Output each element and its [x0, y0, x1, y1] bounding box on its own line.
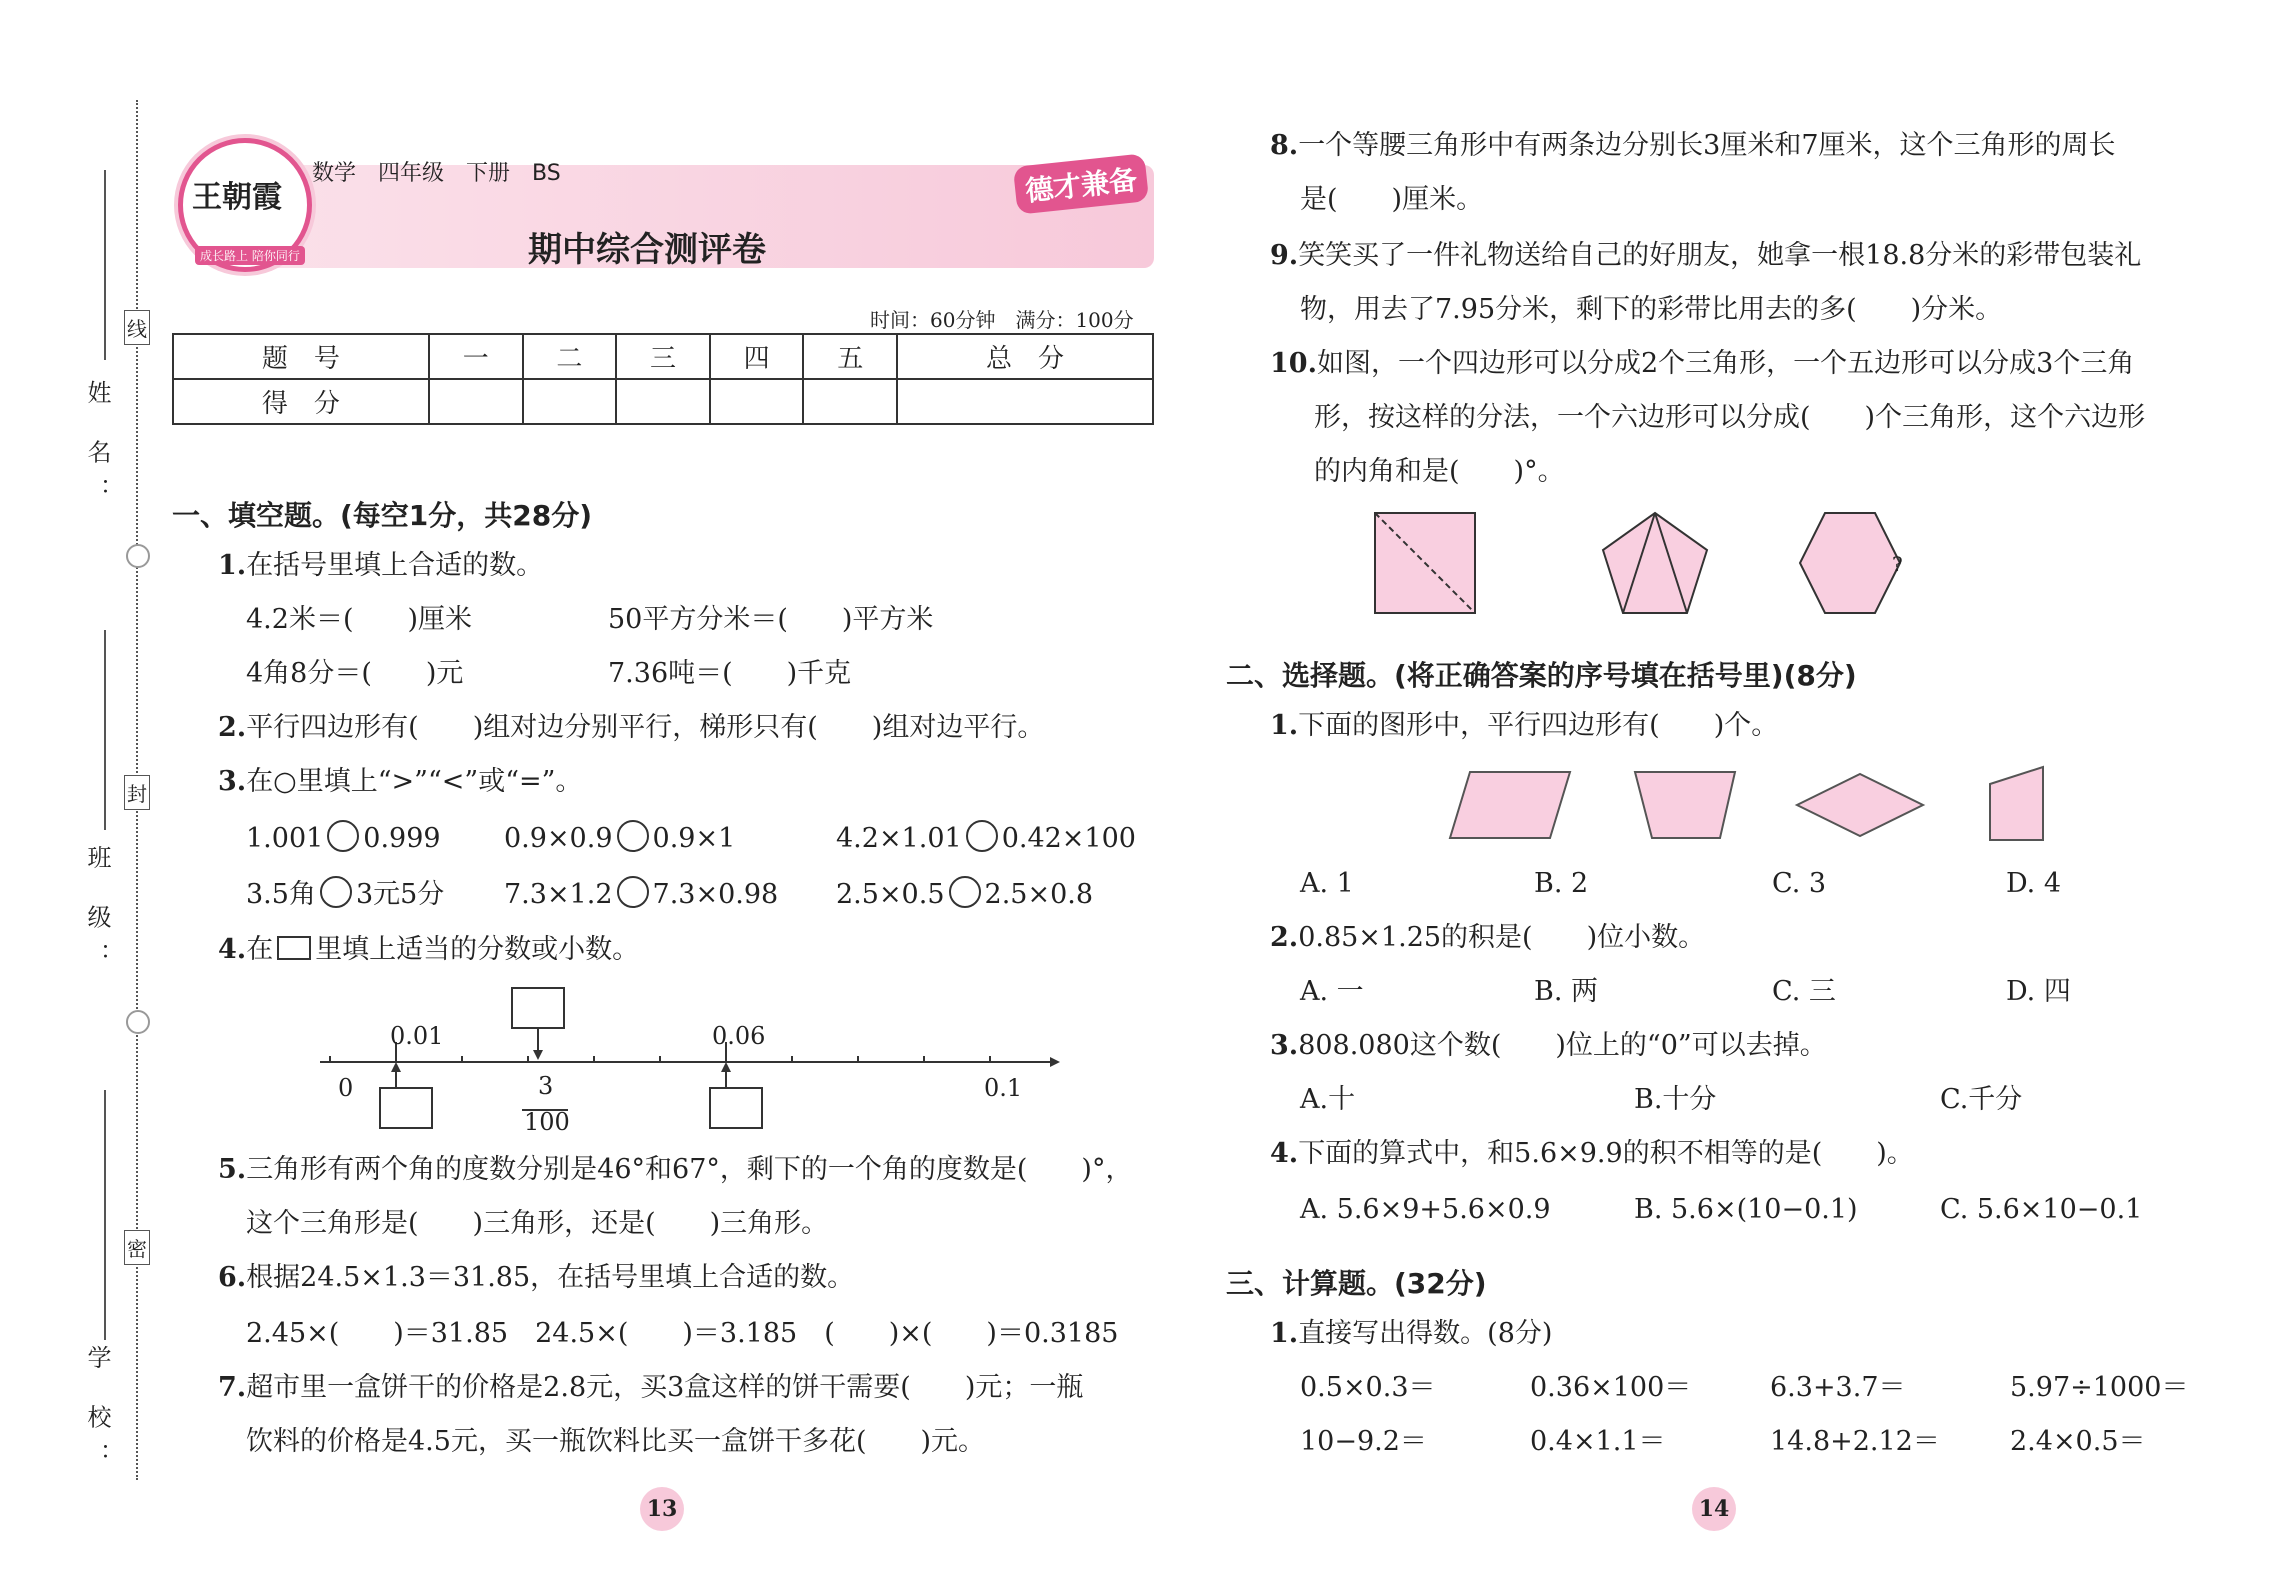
q5 — [218, 1152, 1132, 1188]
answer-box[interactable] — [512, 988, 564, 1028]
slogan-badge: 德才兼备 — [1013, 153, 1149, 215]
q2 — [218, 710, 1044, 746]
s2-q1-option-d[interactable]: D. 4 — [2006, 868, 2062, 899]
compare-left: 2.5×0.5 — [836, 879, 945, 910]
class-label: 班 级： — [83, 845, 111, 981]
q-num: 6. — [218, 1262, 247, 1293]
q-num: 4. — [218, 934, 247, 965]
q-num: 5. — [218, 1154, 247, 1185]
hexagon-shape — [1800, 513, 1900, 613]
q-text: 直接写出得数。(8分) — [1298, 1318, 1553, 1349]
rhombus-shape — [1797, 774, 1923, 836]
number-line — [300, 980, 1080, 1140]
compare-left: 3.5角 — [246, 879, 316, 910]
q4 — [218, 932, 639, 968]
q-text: 808.080这个数( )位上的“0”可以去掉。 — [1298, 1030, 1827, 1061]
s2-q3-option-c[interactable]: C.千分 — [1940, 1084, 2023, 1115]
score-table — [172, 333, 1154, 425]
header-meta: 数学 四年级 下册 BS — [312, 161, 561, 186]
section1-title: 一、填空题。(每空1分，共28分) — [172, 499, 593, 532]
s2-q1 — [1270, 708, 1778, 744]
score-cell[interactable] — [897, 379, 1153, 424]
q-num: 10. — [1270, 348, 1317, 379]
q3 — [218, 764, 582, 800]
q-text: 在括号里填上合适的数。 — [246, 550, 544, 581]
score-cell[interactable] — [803, 379, 897, 424]
calc-item: 0.4×1.1＝ — [1530, 1426, 1666, 1457]
table-cell: 四 — [710, 334, 804, 379]
box-icon — [277, 936, 311, 960]
q1-b: 50平方分米＝( )平方米 — [608, 604, 934, 635]
page-title: 期中综合测评卷 — [528, 230, 766, 270]
s2-q2 — [1270, 920, 1705, 956]
q-num: 2. — [1270, 922, 1299, 953]
school-underline — [104, 1090, 106, 1340]
calc-item: 5.97÷1000＝ — [2010, 1372, 2189, 1403]
s2-q2-option-c[interactable]: C. 三 — [1772, 976, 1836, 1007]
trapezoid-shape — [1635, 772, 1735, 838]
compare-circle[interactable] — [320, 876, 352, 908]
s2-q4-option-b[interactable]: B. 5.6×(10−0.1) — [1634, 1194, 1858, 1225]
compare-left: 4.2×1.01 — [836, 823, 962, 854]
name-label: 姓 名： — [83, 380, 111, 516]
calc-item: 0.36×100＝ — [1530, 1372, 1692, 1403]
q-text: 笑笑买了一件礼物送给自己的好朋友，她拿一根18.8分米的彩带包装礼 — [1298, 240, 2142, 271]
line-mark: 线 — [124, 310, 150, 345]
s2-q3 — [1270, 1028, 1827, 1064]
calc-item: 6.3+3.7＝ — [1770, 1372, 1906, 1403]
binding-hole-icon — [126, 544, 150, 568]
brand-logo-text: 王朝霞 — [192, 180, 282, 215]
compare-right: 0.999 — [363, 823, 441, 854]
class-underline — [104, 630, 106, 830]
q-num: 7. — [218, 1372, 247, 1403]
q6 — [218, 1260, 854, 1296]
nl-frac-den: 100 — [524, 1108, 570, 1136]
s2-q4-option-c[interactable]: C. 5.6×10−0.1 — [1940, 1194, 2143, 1225]
q-num: 2. — [218, 712, 247, 743]
page-number-left: 13 — [640, 1487, 684, 1531]
s2-q2-option-d[interactable]: D. 四 — [2006, 976, 2071, 1007]
shape-options — [1440, 762, 2060, 852]
table-row — [173, 379, 1153, 424]
q-num: 1. — [1270, 710, 1299, 741]
q7 — [218, 1370, 1083, 1406]
q10-line2: 形，按这样的分法，一个六边形可以分成( )个三角形，这个六边形 — [1314, 402, 2146, 433]
parallelogram-shape — [1450, 772, 1570, 838]
calc-item: 14.8+2.12＝ — [1770, 1426, 1940, 1457]
calc-item: 2.4×0.5＝ — [2010, 1426, 2146, 1457]
calc-item: 0.5×0.3＝ — [1300, 1372, 1436, 1403]
q-text: 超市里一盒饼干的价格是2.8元，买3盒这样的饼干需要( )元；一瓶 — [246, 1372, 1084, 1403]
s2-q1-option-a[interactable]: A. 1 — [1300, 868, 1354, 899]
s2-q2-option-b[interactable]: B. 两 — [1534, 976, 1599, 1007]
q-text: 在○里填上“>”“<”或“=”。 — [246, 766, 583, 797]
seal-mark: 封 — [124, 775, 150, 810]
compare-item — [504, 820, 735, 857]
polygon-figures — [1370, 505, 1970, 620]
binding-hole-icon — [126, 1010, 150, 1034]
q1-d: 7.36吨＝( )千克 — [608, 658, 852, 689]
section3-title: 三、计算题。(32分) — [1226, 1267, 1487, 1300]
table-cell: 五 — [803, 334, 897, 379]
q-text-post: 里填上适当的分数或小数。 — [315, 934, 640, 965]
s3-q1 — [1270, 1316, 1552, 1352]
q-text: 下面的算式中，和5.6×9.9的积不相等的是( )。 — [1298, 1138, 1914, 1169]
nl-label-c: 0.1 — [984, 1074, 1023, 1102]
compare-item — [836, 876, 1093, 913]
q-text-pre: 在 — [246, 934, 274, 965]
compare-circle[interactable] — [617, 820, 649, 852]
q5-line2: 这个三角形是( )三角形，还是( )三角形。 — [246, 1208, 829, 1239]
calc-item: 10−9.2＝ — [1300, 1426, 1427, 1457]
q-text: 0.85×1.25的积是( )位小数。 — [1298, 922, 1706, 953]
compare-right: 3元5分 — [355, 879, 445, 910]
table-cell: 一 — [429, 334, 523, 379]
q9 — [1270, 238, 2141, 274]
school-label: 学 校： — [83, 1345, 111, 1481]
q8 — [1270, 128, 2116, 164]
name-underline — [104, 170, 106, 360]
seal-mark-2: 密 — [124, 1230, 150, 1265]
s2-q4-option-a[interactable]: A. 5.6×9+5.6×0.9 — [1300, 1194, 1551, 1225]
q1-a: 4.2米＝( )厘米 — [246, 604, 473, 635]
hexagon-question-mark: ? — [1892, 552, 1903, 576]
q10 — [1270, 346, 2134, 382]
q-num: 1. — [1270, 1318, 1299, 1349]
q-num: 9. — [1270, 240, 1299, 271]
q-text: 根据24.5×1.3＝31.85，在括号里填上合适的数。 — [246, 1262, 855, 1293]
q-text: 一个等腰三角形中有两条边分别长3厘米和7厘米，这个三角形的周长 — [1298, 130, 2116, 161]
q7-line2: 饮料的价格是4.5元，买一瓶饮料比买一盒饼干多花( )元。 — [246, 1426, 986, 1457]
q-num: 4. — [1270, 1138, 1299, 1169]
compare-item — [246, 820, 441, 857]
q-num: 3. — [218, 766, 247, 797]
q-text: 三角形有两个角的度数分别是46°和67°，剩下的一个角的度数是( )°， — [246, 1154, 1133, 1185]
q1-c: 4角8分＝( )元 — [246, 658, 464, 689]
table-cell: 总 分 — [897, 334, 1153, 379]
compare-right: 2.5×0.8 — [984, 879, 1094, 910]
table-cell: 二 — [523, 334, 617, 379]
nl-label-b: 0.06 — [712, 1022, 766, 1050]
pentagon-shape — [1603, 513, 1707, 613]
s2-q1-option-c[interactable]: C. 3 — [1772, 868, 1827, 899]
q-num: 1. — [218, 550, 247, 581]
score-cell[interactable] — [710, 379, 804, 424]
q10-line3: 的内角和是( )°。 — [1314, 456, 1565, 487]
compare-left: 7.3×1.2 — [504, 879, 613, 910]
q-num: 3. — [1270, 1030, 1299, 1061]
score-cell[interactable] — [429, 379, 523, 424]
brand-tag: 成长路上 陪你同行 — [195, 246, 305, 265]
nl-frac-num: 3 — [538, 1072, 554, 1100]
compare-left: 1.001 — [246, 823, 324, 854]
answer-box[interactable] — [710, 1088, 762, 1128]
s2-q2-option-a[interactable]: A. 一 — [1300, 976, 1364, 1007]
s2-q3-option-a[interactable]: A.十 — [1300, 1084, 1356, 1115]
section2-title: 二、选择题。(将正确答案的序号填在括号里)(8分) — [1226, 659, 1857, 692]
table-cell: 三 — [616, 334, 710, 379]
q1 — [218, 548, 543, 584]
exam-info: 时间：60分钟 满分：100分 — [870, 308, 1134, 332]
s2-q1-option-b[interactable]: B. 2 — [1534, 868, 1589, 899]
compare-circle[interactable] — [966, 820, 998, 852]
compare-circle[interactable] — [949, 876, 981, 908]
compare-item — [504, 876, 778, 913]
table-cell: 得 分 — [173, 379, 429, 424]
q-text: 如图，一个四边形可以分成2个三角形，一个五边形可以分成3个三角 — [1316, 348, 2135, 379]
q9-line2: 物，用去了7.95分米，剩下的彩带比用去的多( )分米。 — [1300, 294, 2003, 325]
q8-line2: 是( )厘米。 — [1300, 184, 1484, 215]
compare-left: 0.9×0.9 — [504, 823, 613, 854]
nl-label-a: 0.01 — [390, 1022, 444, 1050]
compare-circle[interactable] — [617, 876, 649, 908]
compare-right: 7.3×0.98 — [652, 879, 779, 910]
compare-item — [836, 820, 1136, 857]
compare-item — [246, 876, 444, 913]
score-cell[interactable] — [523, 379, 617, 424]
page-number-right: 14 — [1692, 1487, 1736, 1531]
q-text: 平行四边形有( )组对边分别平行，梯形只有( )组对边平行。 — [246, 712, 1045, 743]
table-cell: 题 号 — [173, 334, 429, 379]
q-num: 8. — [1270, 130, 1299, 161]
compare-circle[interactable] — [327, 820, 359, 852]
q6-line2: 2.45×( )＝31.85 24.5×( )＝3.185 ( )×( )＝0.3185 — [246, 1318, 1119, 1349]
table-row — [173, 334, 1153, 379]
compare-right: 0.42×100 — [1001, 823, 1136, 854]
s2-q3-option-b[interactable]: B.十分 — [1634, 1084, 1717, 1115]
s2-q4 — [1270, 1136, 1914, 1172]
answer-box[interactable] — [380, 1088, 432, 1128]
right-trapezoid-shape — [1990, 767, 2043, 840]
compare-right: 0.9×1 — [652, 823, 736, 854]
nl-label-0: 0 — [338, 1074, 354, 1102]
score-cell[interactable] — [616, 379, 710, 424]
q-text: 下面的图形中，平行四边形有( )个。 — [1298, 710, 1779, 741]
